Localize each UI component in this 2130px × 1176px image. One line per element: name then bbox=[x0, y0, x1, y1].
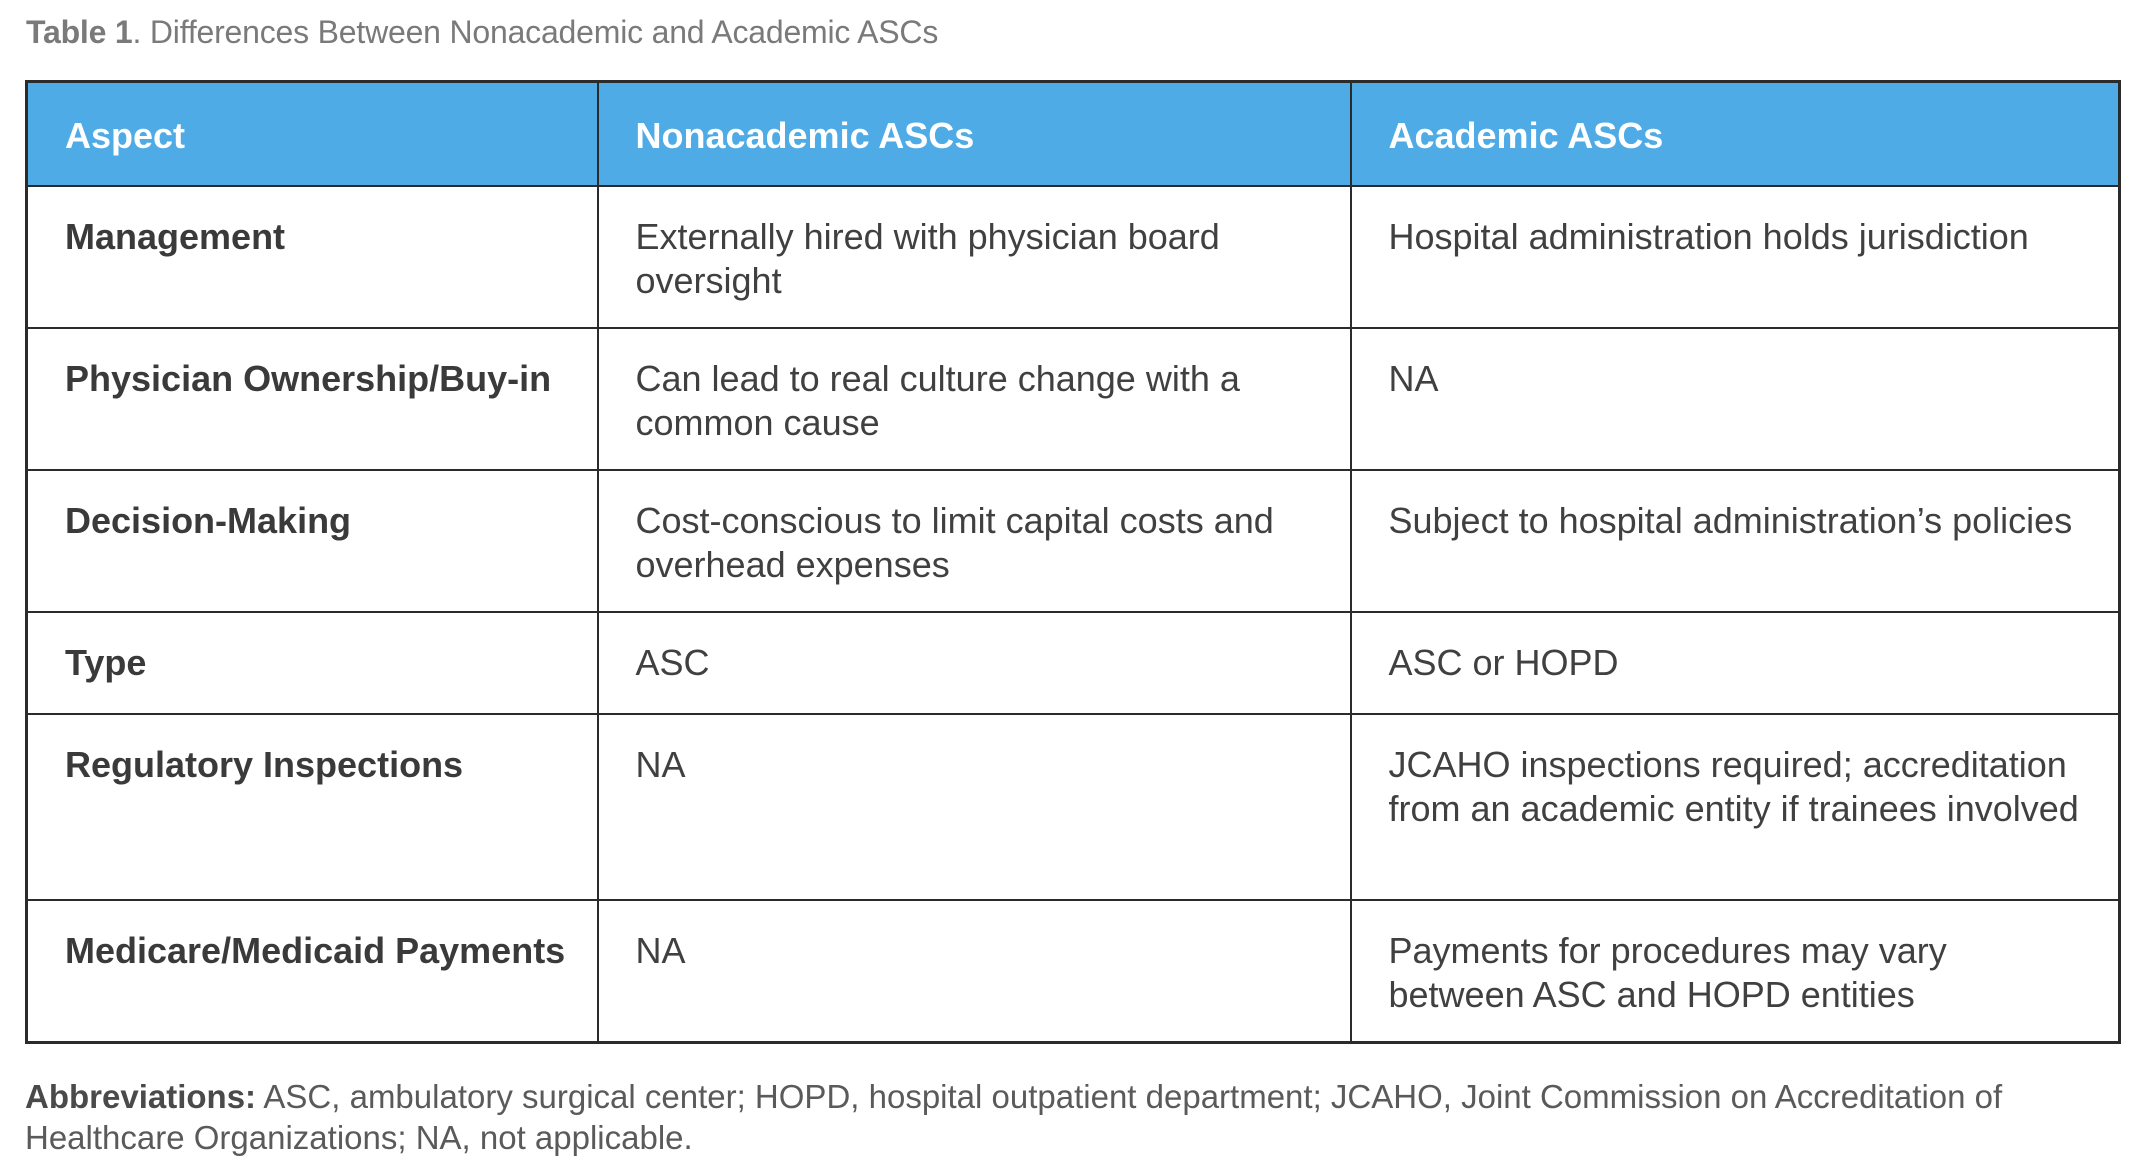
row-aspect: Decision-Making bbox=[27, 470, 598, 612]
row-nonacademic: NA bbox=[598, 714, 1351, 900]
row-academic: JCAHO inspections required; accreditation from an academic entity if trainees involved bbox=[1351, 714, 2120, 900]
row-aspect: Type bbox=[27, 612, 598, 714]
row-aspect: Physician Ownership/Buy-in bbox=[27, 328, 598, 470]
caption-text: . Differences Between Nonacademic and Academic ASCs bbox=[132, 14, 939, 50]
header-aspect: Aspect bbox=[27, 82, 598, 187]
abbreviations-label: Abbreviations: bbox=[25, 1078, 257, 1115]
comparison-table bbox=[25, 80, 2121, 1044]
table-row bbox=[27, 612, 2120, 714]
row-academic: Payments for procedures may vary between ASC and HOPD entities bbox=[1351, 900, 2120, 1042]
row-academic: NA bbox=[1351, 328, 2120, 470]
row-nonacademic: NA bbox=[598, 900, 1351, 1042]
table-row bbox=[27, 900, 2120, 1042]
table-header-row bbox=[27, 82, 2120, 187]
row-nonacademic: Externally hired with physician board oversight bbox=[598, 186, 1351, 328]
row-academic: Hospital administration holds jurisdiction bbox=[1351, 186, 2120, 328]
row-nonacademic: ASC bbox=[598, 612, 1351, 714]
row-nonacademic: Cost-conscious to limit capital costs and overhead expenses bbox=[598, 470, 1351, 612]
header-academic: Academic ASCs bbox=[1351, 82, 2120, 187]
row-aspect: Regulatory Inspections bbox=[27, 714, 598, 900]
abbreviations-text: ASC, ambulatory surgical center; HOPD, hospital outpatient department; JCAHO, Joint Commission on Accreditation of Healthcare Organizations; NA, not applicable. bbox=[25, 1078, 2003, 1156]
row-aspect: Management bbox=[27, 186, 598, 328]
table-row bbox=[27, 186, 2120, 328]
table-row bbox=[27, 328, 2120, 470]
table-row bbox=[27, 470, 2120, 612]
header-nonacademic: Nonacademic ASCs bbox=[598, 82, 1351, 187]
table-row bbox=[27, 714, 2120, 900]
caption-label: Table 1 bbox=[26, 14, 133, 50]
table-caption bbox=[26, 14, 938, 51]
row-academic: ASC or HOPD bbox=[1351, 612, 2120, 714]
row-nonacademic: Can lead to real culture change with a common cause bbox=[598, 328, 1351, 470]
row-aspect: Medicare/Medicaid Payments bbox=[27, 900, 598, 1042]
row-academic: Subject to hospital administration’s policies bbox=[1351, 470, 2120, 612]
abbreviations-footnote bbox=[25, 1076, 2105, 1158]
